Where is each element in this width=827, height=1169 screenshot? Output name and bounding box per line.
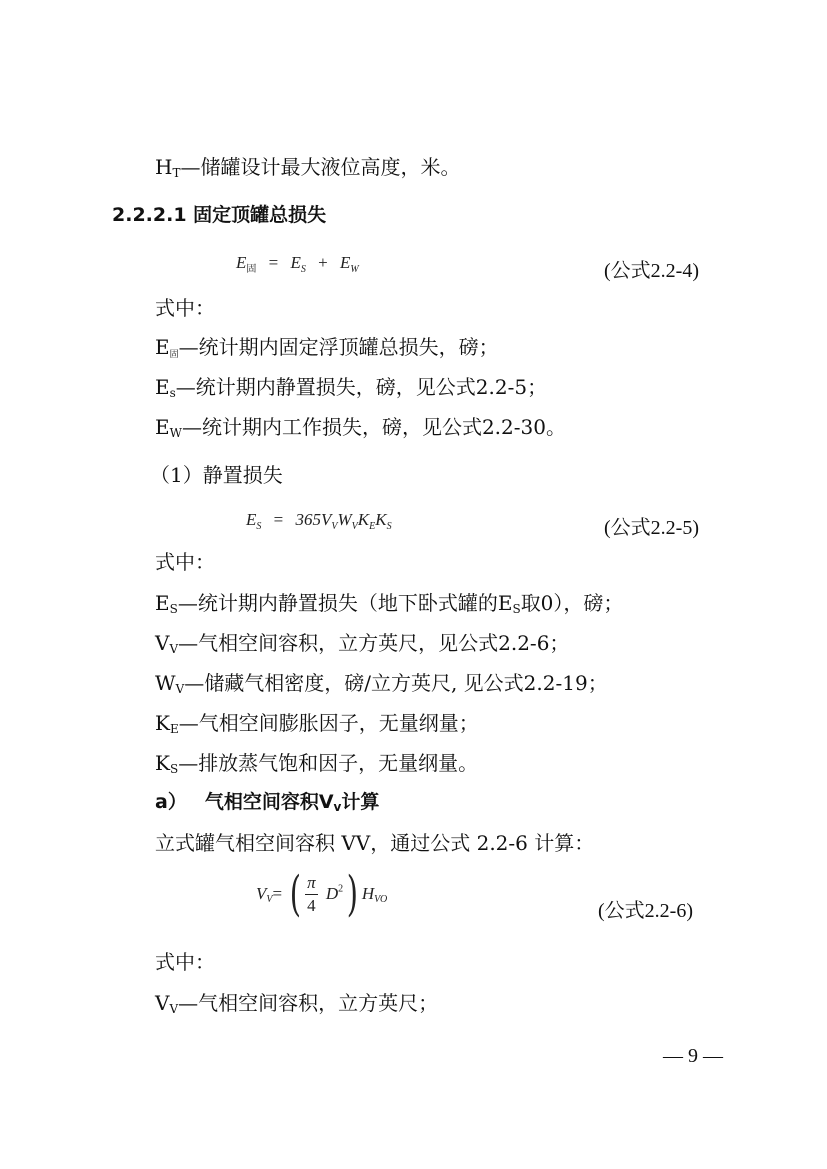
symbol: E	[155, 375, 170, 399]
symbol: H	[155, 155, 173, 179]
subscript: 固	[169, 350, 179, 360]
vv-intro: 立式罐气相空间容积 VV，通过公式 2.2-6 计算：	[155, 831, 595, 855]
formula-symbol: E	[246, 510, 257, 529]
superscript: 2	[338, 883, 344, 895]
formula-symbol: E	[236, 253, 247, 272]
subscript: W	[169, 426, 182, 440]
formula-subscript: S	[256, 521, 262, 532]
formula-number-2-2-5: (公式2.2-5)	[604, 517, 699, 539]
e-gu-definition	[155, 333, 499, 369]
formula-2-2-5	[246, 510, 392, 532]
es-definition-2	[155, 589, 623, 623]
section-heading-2221: 2.2.2.1 固定顶罐总损失	[112, 204, 327, 226]
subscript: S	[512, 602, 521, 616]
wv-definition	[155, 669, 608, 703]
e-w-definition	[155, 413, 566, 447]
where-label: 式中：	[155, 950, 215, 974]
subscript: v	[333, 800, 342, 814]
formula-2-2-4	[236, 253, 359, 275]
vv-definition	[155, 629, 569, 663]
formula-symbol: H	[361, 884, 375, 903]
formula-number-2-2-4: (公式2.2-4)	[604, 260, 699, 282]
symbol: E	[497, 591, 513, 615]
formula-subscript: W	[350, 264, 359, 275]
ht-definition	[155, 153, 460, 187]
ke-definition	[155, 709, 479, 743]
where-label: 式中：	[155, 296, 215, 320]
symbol: W	[155, 671, 176, 695]
definition-text: —统计期内静置损失（地下卧式罐的	[177, 591, 498, 615]
formula-subscript: 固	[246, 264, 257, 275]
definition-text: —统计期内固定浮顶罐总损失，磅；	[178, 335, 499, 359]
formula-subscript: S	[300, 264, 306, 275]
symbol: V	[155, 631, 170, 655]
formula-term: K	[375, 510, 387, 529]
symbol: V	[155, 991, 170, 1015]
formula-symbol: D	[325, 884, 339, 903]
e-s-definition	[155, 373, 547, 407]
equals-sign: =	[273, 510, 284, 529]
formula-term: W	[337, 510, 352, 529]
left-parenthesis: (	[290, 866, 302, 922]
definition-text: —储罐设计最大液位高度，米。	[180, 155, 461, 179]
formula-term: 365V	[295, 510, 332, 529]
subscript: V	[169, 1002, 179, 1016]
formula-subscript: V	[266, 893, 273, 905]
formula-term: K	[357, 510, 370, 529]
subscript: S	[169, 762, 179, 776]
vv-definition-2	[155, 989, 438, 1023]
subscript: T	[172, 166, 181, 180]
subscript: V	[175, 682, 185, 696]
fraction	[305, 872, 318, 917]
subsection-label: a）	[155, 791, 187, 813]
subsection-a-heading	[155, 788, 379, 821]
formula-subscript: V	[351, 521, 358, 532]
definition-text: —气相空间膨胀因子，无量纲量；	[178, 711, 479, 735]
formula-subscript: V	[331, 521, 338, 532]
subsection-title: 气相空间容积V	[204, 791, 334, 813]
definition-text: —统计期内工作损失，磅，见公式2.2-30。	[181, 415, 566, 439]
formula-number-2-2-6: (公式2.2-6)	[598, 900, 693, 922]
subsection-title: 计算	[341, 791, 380, 813]
formula-symbol: E	[290, 253, 301, 272]
equals-sign: =	[272, 884, 283, 903]
definition-text: —气相空间容积，立方英尺，见公式2.2-6；	[178, 631, 570, 655]
symbol: K	[155, 711, 170, 735]
symbol: E	[155, 591, 170, 615]
subscript: S	[169, 602, 178, 616]
right-parenthesis: )	[346, 866, 359, 922]
fraction-denominator: 4	[307, 895, 316, 915]
definition-text: —统计期内静置损失，磅，见公式2.2-5；	[175, 375, 548, 399]
subscript: V	[169, 642, 179, 656]
formula-2-2-6	[256, 866, 388, 922]
plus-sign: +	[318, 253, 328, 272]
formula-subscript: E	[369, 521, 376, 532]
symbol: E	[155, 415, 170, 439]
static-loss-heading: （1）静置损失	[150, 463, 283, 487]
page-number: — 9 —	[663, 1045, 723, 1067]
definition-text: 取0），磅；	[520, 591, 624, 615]
equals-sign: =	[268, 253, 279, 272]
fraction-numerator: π	[305, 872, 318, 895]
subscript: s	[169, 386, 176, 400]
symbol: E	[155, 335, 170, 359]
where-label: 式中：	[155, 550, 215, 574]
formula-symbol: E	[339, 253, 351, 272]
definition-text: —排放蒸气饱和因子，无量纲量。	[178, 751, 479, 775]
ks-definition	[155, 749, 478, 783]
formula-symbol: V	[256, 884, 267, 903]
formula-subscript: VO	[374, 893, 388, 905]
subscript: E	[169, 722, 179, 736]
definition-text: —储藏气相密度，磅/立方英尺, 见公式2.2-19；	[184, 671, 608, 695]
symbol: K	[155, 751, 170, 775]
definition-text: —气相空间容积，立方英尺；	[178, 991, 439, 1015]
formula-subscript: S	[386, 521, 392, 532]
